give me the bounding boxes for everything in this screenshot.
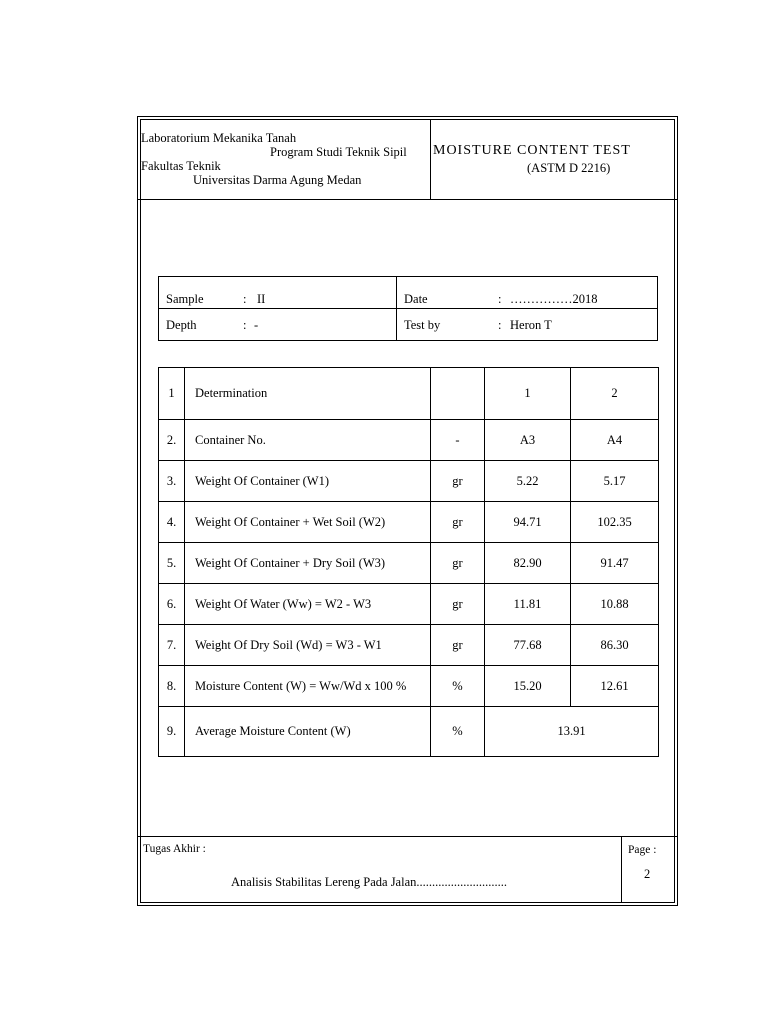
page-number: 2 — [644, 867, 651, 881]
sample-info-row-rule — [158, 308, 658, 309]
sample-info-divider — [396, 276, 397, 341]
table-row — [159, 461, 659, 502]
row-value-2: 12.61 — [571, 666, 659, 707]
astm-standard: (ASTM D 2216) — [527, 161, 611, 175]
row-number: 3. — [159, 461, 185, 502]
row-number: 6. — [159, 584, 185, 625]
date-value: ……………2018 — [510, 292, 598, 306]
row-label: Weight Of Water (Ww) = W2 - W3 — [185, 584, 431, 625]
table-row — [159, 543, 659, 584]
sample-separator: : — [243, 292, 247, 306]
university-name: Universitas Darma Agung Medan — [193, 173, 362, 187]
document-title: MOISTURE CONTENT TEST — [433, 143, 631, 158]
testby-separator: : — [498, 318, 502, 332]
row-label: Container No. — [185, 420, 431, 461]
date-label: Date — [404, 292, 428, 306]
testby-label: Test by — [404, 318, 441, 332]
row-unit: - — [431, 420, 485, 461]
row-unit: gr — [431, 543, 485, 584]
table-row — [159, 625, 659, 666]
date-separator: : — [498, 292, 502, 306]
moisture-data-table — [158, 367, 659, 757]
row-value-2: 10.88 — [571, 584, 659, 625]
depth-separator: : — [243, 318, 247, 332]
sample-label: Sample — [166, 292, 204, 306]
program-name: Program Studi Teknik Sipil — [270, 145, 407, 159]
row-unit: gr — [431, 461, 485, 502]
row-value-1: 77.68 — [485, 625, 571, 666]
row-value-2: 86.30 — [571, 625, 659, 666]
row-label: Weight Of Container + Wet Soil (W2) — [185, 502, 431, 543]
row-label: Determination — [185, 368, 431, 420]
row-label: Weight Of Container (W1) — [185, 461, 431, 502]
row-value-2: A4 — [571, 420, 659, 461]
row-label: Weight Of Dry Soil (Wd) = W3 - W1 — [185, 625, 431, 666]
average-value: 13.91 — [485, 707, 659, 757]
footer-top-rule — [137, 836, 678, 837]
row-label: Average Moisture Content (W) — [185, 707, 431, 757]
row-number: 9. — [159, 707, 185, 757]
header-divider — [430, 119, 431, 199]
row-value-1: 1 — [485, 368, 571, 420]
depth-label: Depth — [166, 318, 197, 332]
row-number: 5. — [159, 543, 185, 584]
row-number: 1 — [159, 368, 185, 420]
table-row — [159, 502, 659, 543]
row-value-1: A3 — [485, 420, 571, 461]
row-value-1: 11.81 — [485, 584, 571, 625]
table-row — [159, 420, 659, 461]
row-number: 8. — [159, 666, 185, 707]
row-number: 4. — [159, 502, 185, 543]
footer-divider — [621, 836, 622, 903]
header-bottom-rule — [137, 199, 678, 200]
row-value-1: 82.90 — [485, 543, 571, 584]
testby-value: Heron T — [510, 318, 552, 332]
depth-value: - — [254, 318, 259, 332]
average-row — [159, 707, 659, 757]
thesis-title: Analisis Stabilitas Lereng Pada Jalan............................. — [231, 875, 508, 889]
row-value-2: 5.17 — [571, 461, 659, 502]
table-row — [159, 666, 659, 707]
sample-value: II — [257, 292, 266, 306]
page-label: Page : — [628, 844, 657, 856]
row-unit: gr — [431, 502, 485, 543]
row-value-1: 94.71 — [485, 502, 571, 543]
row-unit: % — [431, 666, 485, 707]
row-number: 7. — [159, 625, 185, 666]
row-value-2: 2 — [571, 368, 659, 420]
tugas-akhir-label: Tugas Akhir : — [143, 843, 206, 855]
table-row — [159, 584, 659, 625]
faculty-name: Fakultas Teknik — [141, 159, 221, 173]
row-value-1: 5.22 — [485, 461, 571, 502]
row-label: Weight Of Container + Dry Soil (W3) — [185, 543, 431, 584]
row-unit: gr — [431, 584, 485, 625]
row-value-1: 15.20 — [485, 666, 571, 707]
row-unit: gr — [431, 625, 485, 666]
table-row — [159, 368, 659, 420]
row-label: Moisture Content (W) = Ww/Wd x 100 % — [185, 666, 431, 707]
lab-name: Laboratorium Mekanika Tanah — [141, 131, 297, 145]
row-unit — [431, 368, 485, 420]
row-unit: % — [431, 707, 485, 757]
row-number: 2. — [159, 420, 185, 461]
row-value-2: 102.35 — [571, 502, 659, 543]
row-value-2: 91.47 — [571, 543, 659, 584]
